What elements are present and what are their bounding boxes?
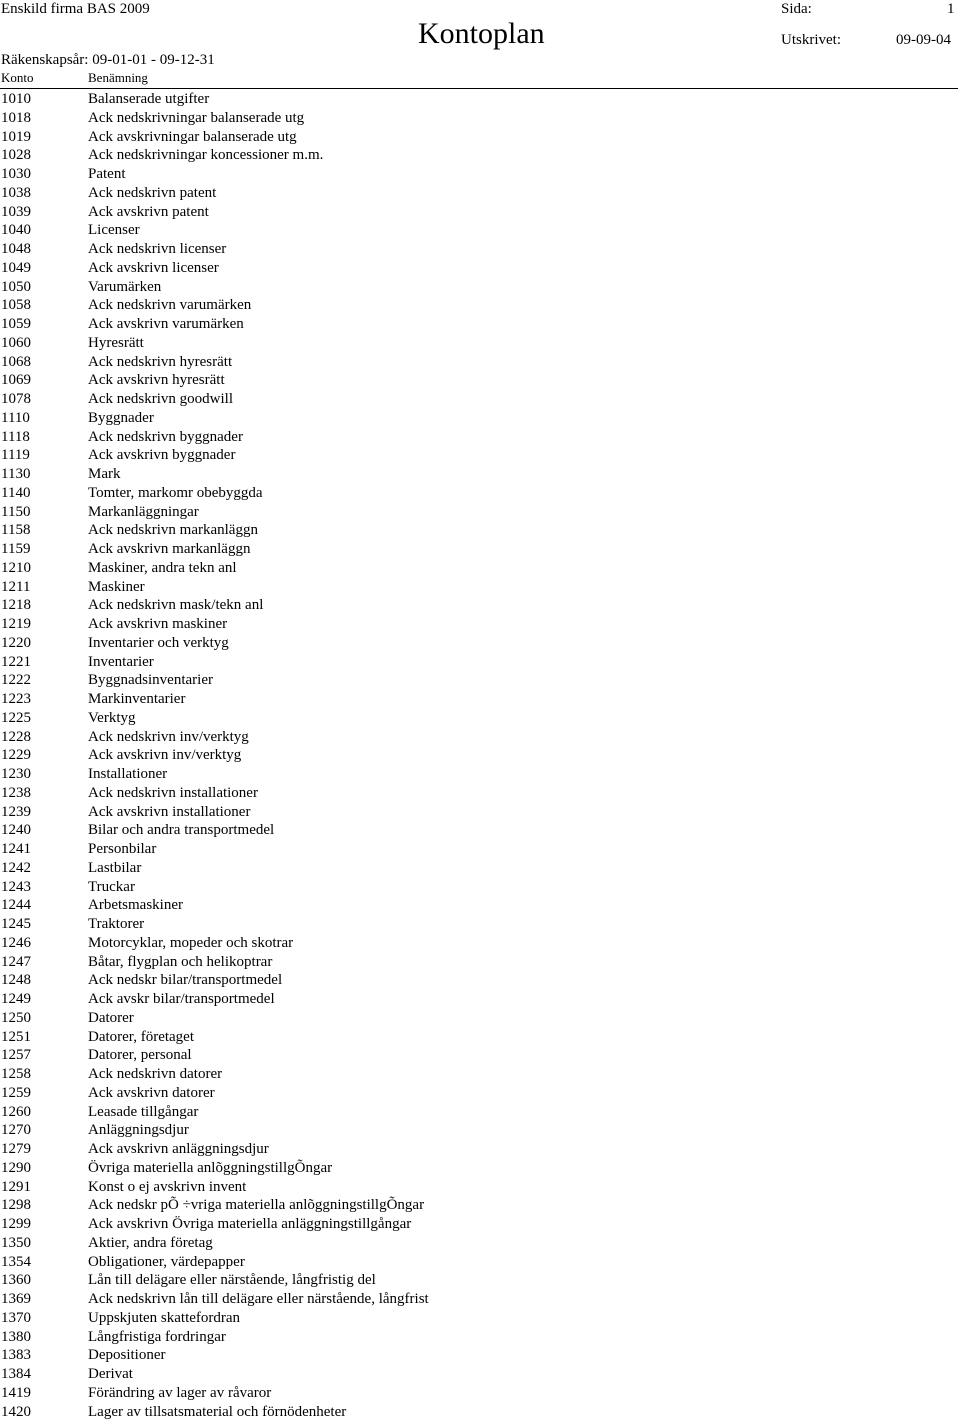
account-name: Inventarier [88, 653, 154, 670]
account-number: 1230 [1, 766, 31, 782]
account-name: Ack nedskrivn lån till delägare eller närstående, långfrist [88, 1291, 429, 1307]
header-divider [0, 88, 958, 89]
account-row [0, 90, 960, 109]
account-row [0, 240, 960, 259]
account-row [0, 334, 960, 353]
account-name: Motorcyklar, mopeder och skotrar [88, 934, 294, 951]
account-row [0, 1253, 960, 1272]
account-row [0, 1159, 960, 1178]
account-row [0, 353, 960, 372]
account-row [0, 803, 960, 822]
account-row [0, 934, 960, 953]
account-number: 1159 [1, 541, 31, 557]
account-name: Hyresrätt [88, 334, 144, 351]
account-name: Inventarier och verktyg [88, 634, 229, 651]
account-number: 1248 [1, 972, 31, 989]
account-row [0, 446, 960, 465]
account-number: 1350 [1, 1234, 31, 1251]
account-row [0, 484, 960, 503]
account-number: 1257 [1, 1047, 31, 1064]
account-name: Arbetsmaskiner [88, 897, 183, 914]
account-row [0, 315, 960, 334]
account-name: Leasade tillgångar [88, 1103, 199, 1120]
account-number: 1069 [1, 372, 31, 389]
account-number: 1370 [1, 1309, 31, 1326]
account-number: 1130 [1, 466, 31, 482]
account-name: Maskiner [88, 578, 145, 595]
account-name: Ack nedskrivn varumärken [88, 297, 252, 314]
account-number: 1228 [1, 728, 31, 745]
account-number: 1119 [1, 447, 30, 464]
account-number: 1010 [1, 91, 31, 107]
account-row [0, 784, 960, 803]
account-number: 1240 [1, 822, 31, 839]
account-row [0, 165, 960, 184]
fiscal-year: Räkenskapsår: 09-01-01 - 09-12-31 [1, 52, 215, 68]
account-number: 1420 [1, 1403, 31, 1420]
account-name: Ack avskrivn datorer [88, 1084, 215, 1101]
account-row [0, 578, 960, 597]
account-row [0, 653, 960, 672]
account-row [0, 878, 960, 897]
account-number: 1299 [1, 1216, 31, 1232]
account-number: 1218 [1, 597, 31, 614]
account-number: 1384 [1, 1366, 31, 1382]
account-name: Bilar och andra transportmedel [88, 822, 275, 839]
account-row [0, 1328, 960, 1347]
account-number: 1222 [1, 672, 31, 689]
account-name: Markinventarier [88, 691, 186, 707]
account-name: Personbilar [88, 841, 157, 857]
account-name: Ack nedskr pÕ ÷vriga materiella anlõggningstillgÕngar [88, 1197, 425, 1214]
account-row [0, 1365, 960, 1384]
account-row [0, 1346, 960, 1365]
page-title: Kontoplan [418, 17, 545, 50]
account-row [0, 1403, 960, 1422]
account-row [0, 821, 960, 840]
account-row [0, 296, 960, 315]
account-number: 1058 [1, 297, 31, 314]
account-name: Traktorer [88, 916, 145, 932]
account-name: Ack avskrivn maskiner [88, 616, 228, 632]
account-number: 1258 [1, 1066, 31, 1082]
account-row [0, 146, 960, 165]
account-row [0, 221, 960, 240]
account-row [0, 1309, 960, 1328]
account-number: 1241 [1, 841, 31, 857]
account-row [0, 690, 960, 709]
company-name: Enskild firma BAS 2009 [1, 1, 150, 17]
printed-label: Utskrivet: [781, 32, 841, 48]
account-number: 1419 [1, 1384, 31, 1401]
account-name: Ack avskr bilar/transportmedel [88, 991, 275, 1007]
account-name: Ack avskrivningar balanserade utg [88, 128, 297, 145]
account-number: 1360 [1, 1272, 31, 1289]
account-number: 1239 [1, 803, 31, 820]
column-header-name: Benämning [88, 70, 148, 85]
account-number: 1251 [1, 1028, 31, 1045]
account-number: 1383 [1, 1347, 31, 1364]
account-number: 1238 [1, 784, 31, 801]
account-row [0, 109, 960, 128]
account-row [0, 390, 960, 409]
account-name: Ack nedskrivn patent [88, 184, 217, 201]
account-name: Ack avskrivn patent [88, 203, 209, 220]
account-number: 1259 [1, 1084, 31, 1101]
account-name: Ack nedskr bilar/transportmedel [88, 972, 283, 989]
account-list [0, 90, 960, 1421]
account-name: Ack avskrivn anläggningsdjur [88, 1141, 269, 1157]
account-row [0, 503, 960, 522]
account-number: 1158 [1, 522, 31, 539]
account-number: 1068 [1, 353, 31, 370]
account-number: 1244 [1, 897, 31, 914]
account-name: Ack avskrivn markanläggn [88, 541, 251, 557]
account-row [0, 559, 960, 578]
account-row [0, 596, 960, 615]
account-name: Mark [88, 466, 121, 482]
account-row [0, 859, 960, 878]
account-number: 1038 [1, 184, 31, 201]
account-number: 1225 [1, 709, 31, 726]
account-number: 1059 [1, 316, 31, 332]
account-row [0, 1046, 960, 1065]
account-name: Ack avskrivn byggnader [88, 447, 236, 464]
account-row [0, 1140, 960, 1159]
account-name: Lager av tillsatsmaterial och förnödenheter [88, 1403, 347, 1420]
account-name: Ack nedskrivn goodwill [88, 391, 233, 407]
account-name: Konst o ej avskrivn invent [88, 1178, 247, 1195]
account-row [0, 465, 960, 484]
account-number: 1279 [1, 1141, 31, 1157]
account-number: 1260 [1, 1103, 31, 1120]
account-name: Ack nedskrivn markanläggn [88, 522, 258, 539]
account-number: 1211 [1, 578, 31, 595]
account-number: 1245 [1, 916, 31, 932]
account-row [0, 409, 960, 428]
account-number: 1048 [1, 241, 31, 257]
account-row [0, 1028, 960, 1047]
account-name: Licenser [88, 222, 140, 239]
account-name: Ack avskrivn licenser [88, 259, 219, 276]
page-label: Sida: [781, 1, 812, 17]
account-number: 1223 [1, 691, 31, 707]
page-number: 1 [947, 1, 955, 17]
account-row [0, 746, 960, 765]
account-number: 1380 [1, 1328, 31, 1345]
account-name: Ack nedskrivn licenser [88, 241, 227, 257]
account-number: 1369 [1, 1291, 31, 1307]
account-number: 1039 [1, 203, 31, 220]
account-number: 1247 [1, 953, 31, 970]
column-header-account: Konto [1, 70, 34, 85]
account-name: Truckar [88, 878, 135, 895]
account-row [0, 1215, 960, 1234]
account-name: Lastbilar [88, 859, 142, 876]
account-row [0, 1178, 960, 1197]
account-row [0, 278, 960, 297]
account-row [0, 990, 960, 1009]
account-row [0, 840, 960, 859]
account-name: Övriga materiella anlõggningstillgÕngar [88, 1159, 333, 1176]
account-row [0, 1234, 960, 1253]
account-number: 1298 [1, 1197, 31, 1214]
account-number: 1049 [1, 259, 31, 276]
account-number: 1150 [1, 503, 31, 520]
account-number: 1249 [1, 991, 31, 1007]
account-name: Ack nedskrivningar balanserade utg [88, 109, 305, 126]
account-row [0, 1196, 960, 1215]
account-row [0, 184, 960, 203]
account-number: 1110 [1, 409, 30, 426]
account-row [0, 1103, 960, 1122]
account-row [0, 1065, 960, 1084]
account-number: 1040 [1, 222, 31, 239]
account-name: Uppskjuten skattefordran [88, 1309, 241, 1326]
account-row [0, 728, 960, 747]
account-name: Patent [88, 166, 126, 182]
account-name: Markanläggningar [88, 503, 199, 520]
account-number: 1242 [1, 859, 31, 876]
account-row [0, 671, 960, 690]
account-name: Ack nedskrivn inv/verktyg [88, 728, 249, 745]
account-number: 1028 [1, 147, 31, 164]
account-number: 1030 [1, 166, 31, 182]
account-name: Lån till delägare eller närstående, långfristig del [88, 1272, 376, 1289]
account-number: 1220 [1, 634, 31, 651]
account-row [0, 1271, 960, 1290]
account-row [0, 953, 960, 972]
account-name: Tomter, markomr obebyggda [88, 484, 263, 501]
account-number: 1078 [1, 391, 31, 407]
account-row [0, 1084, 960, 1103]
account-row [0, 765, 960, 784]
account-number: 1246 [1, 934, 31, 951]
account-number: 1050 [1, 278, 31, 295]
account-name: Ack avskrivn Övriga materiella anläggningstillgångar [88, 1216, 412, 1232]
account-name: Förändring av lager av råvaror [88, 1384, 272, 1401]
account-name: Byggnader [88, 409, 154, 426]
account-row [0, 1121, 960, 1140]
account-name: Anläggningsdjur [88, 1122, 189, 1139]
account-number: 1290 [1, 1159, 31, 1176]
account-name: Derivat [88, 1366, 133, 1382]
account-number: 1018 [1, 109, 31, 126]
account-name: Långfristiga fordringar [88, 1328, 226, 1345]
account-row [0, 1009, 960, 1028]
account-name: Maskiner, andra tekn anl [88, 559, 237, 576]
account-number: 1140 [1, 484, 31, 501]
account-number: 1250 [1, 1009, 31, 1026]
account-name: Ack nedskrivn byggnader [88, 428, 243, 445]
account-row [0, 1384, 960, 1403]
account-name: Ack nedskrivningar koncessioner m.m. [88, 147, 324, 164]
account-row [0, 709, 960, 728]
account-number: 1019 [1, 128, 31, 145]
account-name: Balanserade utgifter [88, 91, 210, 107]
account-name: Installationer [88, 766, 168, 782]
account-number: 1221 [1, 653, 31, 670]
account-row [0, 371, 960, 390]
account-row [0, 1290, 960, 1309]
account-row [0, 971, 960, 990]
account-row [0, 128, 960, 147]
printed-date: 09-09-04 [896, 32, 951, 48]
account-row [0, 428, 960, 447]
account-row [0, 203, 960, 222]
account-name: Ack nedskrivn hyresrätt [88, 353, 233, 370]
account-number: 1291 [1, 1178, 31, 1195]
account-name: Datorer, personal [88, 1047, 192, 1064]
account-number: 1229 [1, 747, 31, 764]
account-name: Datorer [88, 1009, 134, 1026]
account-row [0, 259, 960, 278]
account-name: Ack avskrivn installationer [88, 803, 251, 820]
account-name: Ack avskrivn varumärken [88, 316, 244, 332]
account-name: Datorer, företaget [88, 1028, 195, 1045]
account-number: 1118 [1, 428, 30, 445]
account-name: Ack nedskrivn mask/tekn anl [88, 597, 264, 614]
account-name: Depositioner [88, 1347, 166, 1364]
account-name: Obligationer, värdepapper [88, 1253, 245, 1270]
account-row [0, 540, 960, 559]
account-row [0, 615, 960, 634]
account-name: Ack avskrivn hyresrätt [88, 372, 225, 389]
account-row [0, 915, 960, 934]
account-name: Ack nedskrivn datorer [88, 1066, 223, 1082]
account-name: Verktyg [88, 709, 136, 726]
account-row [0, 521, 960, 540]
account-name: Ack nedskrivn installationer [88, 784, 258, 801]
account-number: 1219 [1, 616, 31, 632]
account-number: 1243 [1, 878, 31, 895]
account-number: 1060 [1, 334, 31, 351]
account-number: 1270 [1, 1122, 31, 1139]
account-row [0, 896, 960, 915]
account-row [0, 634, 960, 653]
account-name: Båtar, flygplan och helikoptrar [88, 953, 273, 970]
account-number: 1210 [1, 559, 31, 576]
account-number: 1354 [1, 1253, 31, 1270]
account-name: Aktier, andra företag [88, 1234, 213, 1251]
account-name: Ack avskrivn inv/verktyg [88, 747, 242, 764]
account-name: Varumärken [88, 278, 162, 295]
account-name: Byggnadsinventarier [88, 672, 213, 689]
